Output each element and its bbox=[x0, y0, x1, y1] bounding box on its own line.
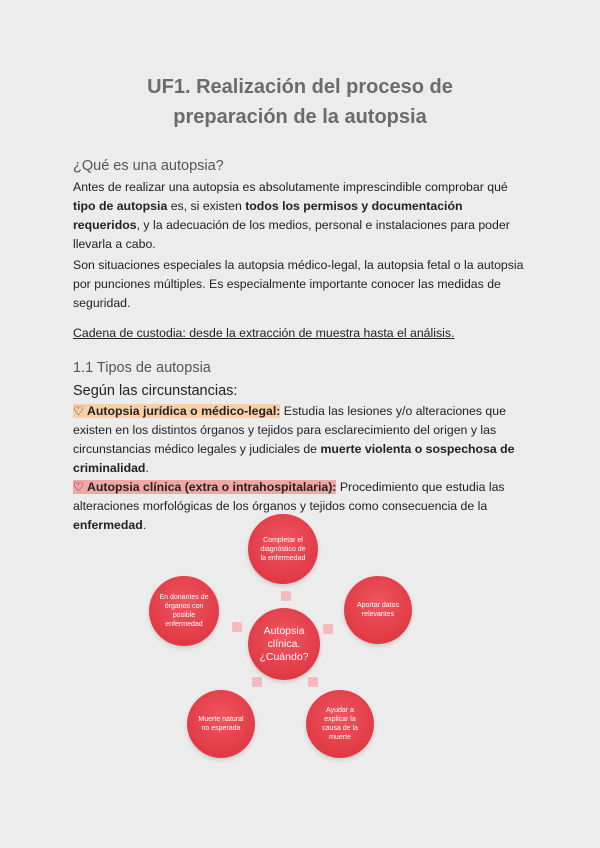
title-line-1: UF1. Realización del proceso de bbox=[147, 76, 453, 98]
section-heading-what-is: ¿Qué es una autopsia? bbox=[73, 158, 224, 174]
arrow-left bbox=[232, 622, 242, 632]
section-heading-types: 1.1 Tipos de autopsia bbox=[73, 360, 211, 376]
paragraph-special-cases: Son situaciones especiales la autopsia médico-legal, la autopsia fetal o la autopsia por punciones múltiples. Es especialmente importante conocer las medidas de seguridad. bbox=[73, 258, 524, 310]
paragraph-intro: Antes de realizar una autopsia es absolutamente imprescindible comprobar qué tipo de autopsia es, si existen todos los permisos y documentación requeridos, y la adecuación de los medios, personal e instalaciones para poder llevarla a cabo. bbox=[73, 180, 510, 251]
node-top: Completar el diagnóstico de la enfermedad bbox=[248, 514, 318, 584]
paragraph-chain-custody: Cadena de custodia: desde la extracción de muestra hasta el análisis. bbox=[73, 326, 455, 340]
arrow-bottom-right bbox=[308, 677, 318, 687]
subheading-circumstances: Según las circunstancias: bbox=[73, 383, 238, 399]
arrow-right bbox=[323, 624, 333, 634]
clinical-autopsy-label: ♡ Autopsia clínica (extra o intrahospitalaria): bbox=[73, 480, 337, 494]
arrow-top bbox=[281, 591, 291, 601]
legal-autopsy-label: ♡ Autopsia jurídica o médico-legal: bbox=[73, 404, 281, 418]
paragraph-legal-autopsy: ♡ Autopsia jurídica o médico-legal: Estudia las lesiones y/o alteraciones que existen en los distintos órganos y tejidos para esclarecimiento del origen y las circunstancias médico legales y judiciales de muerte violenta o sospechosa de criminalidad. ♡ Autopsia clínica (extra o intrahospitalaria): Procedimiento que estudia las alteraciones morfológicas de los órganos y tejidos como consecuencia de la enfermedad. bbox=[73, 404, 515, 532]
node-bottom-right: Ayudar a explicar la causa de la muerte bbox=[306, 690, 374, 758]
node-bottom-left: Muerte natural no esperada bbox=[187, 690, 255, 758]
arrow-bottom-left bbox=[252, 677, 262, 687]
node-right: Aportar datos relevantes bbox=[344, 576, 412, 644]
title-line-2: preparación de la autopsia bbox=[173, 106, 427, 128]
node-left: En donantes de órganos con posible enfermedad bbox=[149, 576, 219, 646]
page-title bbox=[60, 72, 540, 132]
node-center: Autopsia clínica. ¿Cuándo? bbox=[248, 608, 320, 680]
